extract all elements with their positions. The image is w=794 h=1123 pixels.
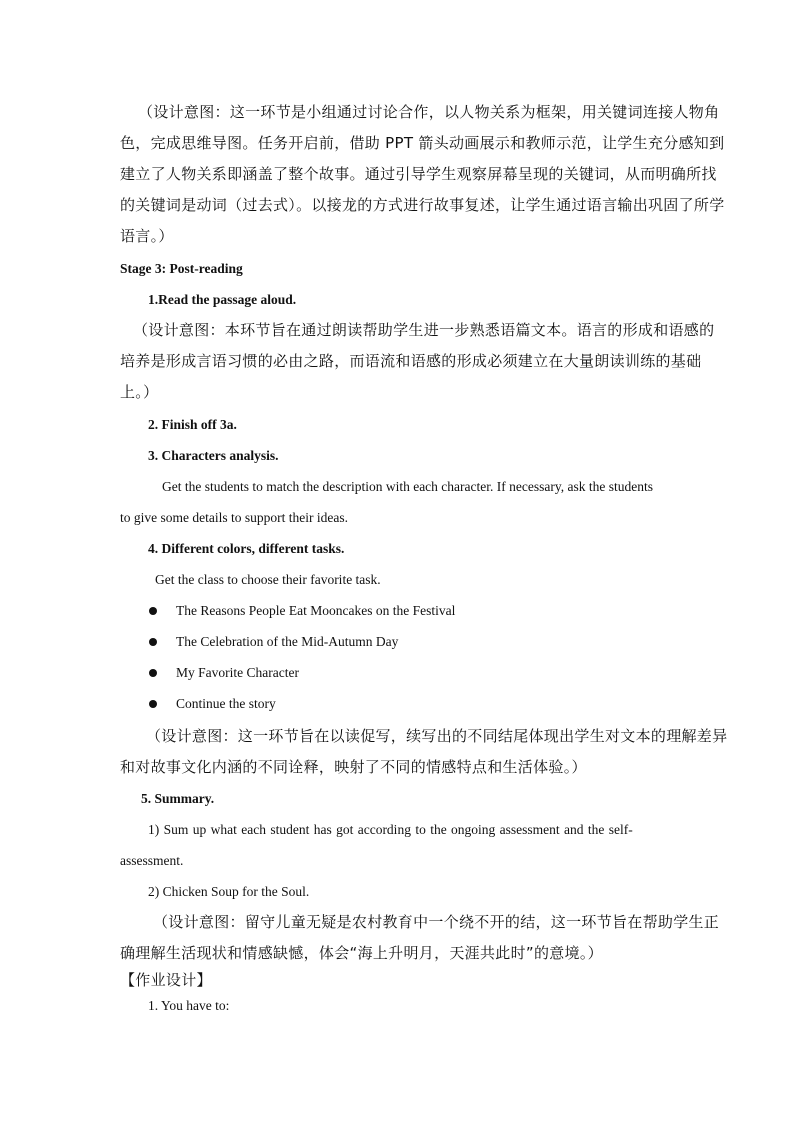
task-label: My Favorite Character	[176, 665, 299, 680]
paragraph-line: 和对故事文化内涵的不同诠释，映射了不同的情感特点和生活体验。）	[120, 758, 587, 776]
bullet-icon	[149, 638, 157, 646]
paragraph-line: 的关键词是动词（过去式）。以接龙的方式进行故事复述，让学生通过语言输出巩固了所学	[120, 196, 725, 214]
paragraph-line: 培养是形成言语习惯的必由之路，而语流和语感的形成必须建立在大量朗读训练的基础	[120, 352, 702, 370]
paragraph-line: 建立了人物关系即涵盖了整个故事。通过引导学生观察屏幕呈现的关键词，从而明确所找	[120, 165, 717, 183]
homework-heading: 【作业设计】	[120, 971, 212, 989]
task-label: The Reasons People Eat Mooncakes on the Festival	[176, 603, 456, 618]
bullet-icon	[149, 669, 157, 677]
paragraph-line: 确理解生活现状和情感缺憾，体会“海上升明月，天涯共此时”的意境。）	[120, 944, 603, 962]
paragraph-line: （设计意图：留守儿童无疑是农村教育中一个绕不开的结，这一环节旨在帮助学生正	[153, 913, 720, 931]
summary-1-line: assessment.	[120, 853, 184, 868]
homework-item-1: 1. You have to:	[148, 998, 230, 1013]
bullet-icon	[149, 607, 157, 615]
step-4-text: Get the class to choose their favorite task.	[155, 572, 381, 587]
paragraph-line: （设计意图：这一环节旨在以读促写，续写出的不同结尾体现出学生对文本的理解差异	[146, 727, 728, 745]
paragraph-line: （设计意图：本环节旨在通过朗读帮助学生进一步熟悉语篇文本。语言的形成和语感的	[133, 321, 715, 339]
paragraph-line: 上。）	[120, 383, 159, 401]
paragraph-line: 色，完成思维导图。任务开启前，借助 PPT 箭头动画展示和教师示范，让学生充分感知到	[120, 134, 725, 152]
summary-2: 2) Chicken Soup for the Soul.	[148, 884, 310, 899]
step-2-heading: 2. Finish off 3a.	[148, 417, 237, 432]
step-3-text-line: to give some details to support their ideas.	[120, 510, 348, 525]
step-5-heading: 5. Summary.	[141, 791, 215, 806]
summary-1-line: 1) Sum up what each student has got according to the ongoing assessment and the self-	[148, 822, 633, 837]
step-3-text-line: Get the students to match the description with each character. If necessary, ask the students	[162, 479, 653, 494]
step-3-heading: 3. Characters analysis.	[148, 448, 279, 463]
stage-3-heading: Stage 3: Post-reading	[120, 261, 243, 276]
step-4-heading: 4. Different colors, different tasks.	[148, 541, 345, 556]
paragraph-line: （设计意图：这一环节是小组通过讨论合作，以人物关系为框架，用关键词连接人物角	[138, 103, 720, 121]
bullet-icon	[149, 700, 157, 708]
task-label: Continue the story	[176, 696, 276, 711]
paragraph-line: 语言。）	[120, 227, 174, 245]
step-1-heading: 1.Read the passage aloud.	[148, 292, 297, 307]
task-label: The Celebration of the Mid-Autumn Day	[176, 634, 399, 649]
